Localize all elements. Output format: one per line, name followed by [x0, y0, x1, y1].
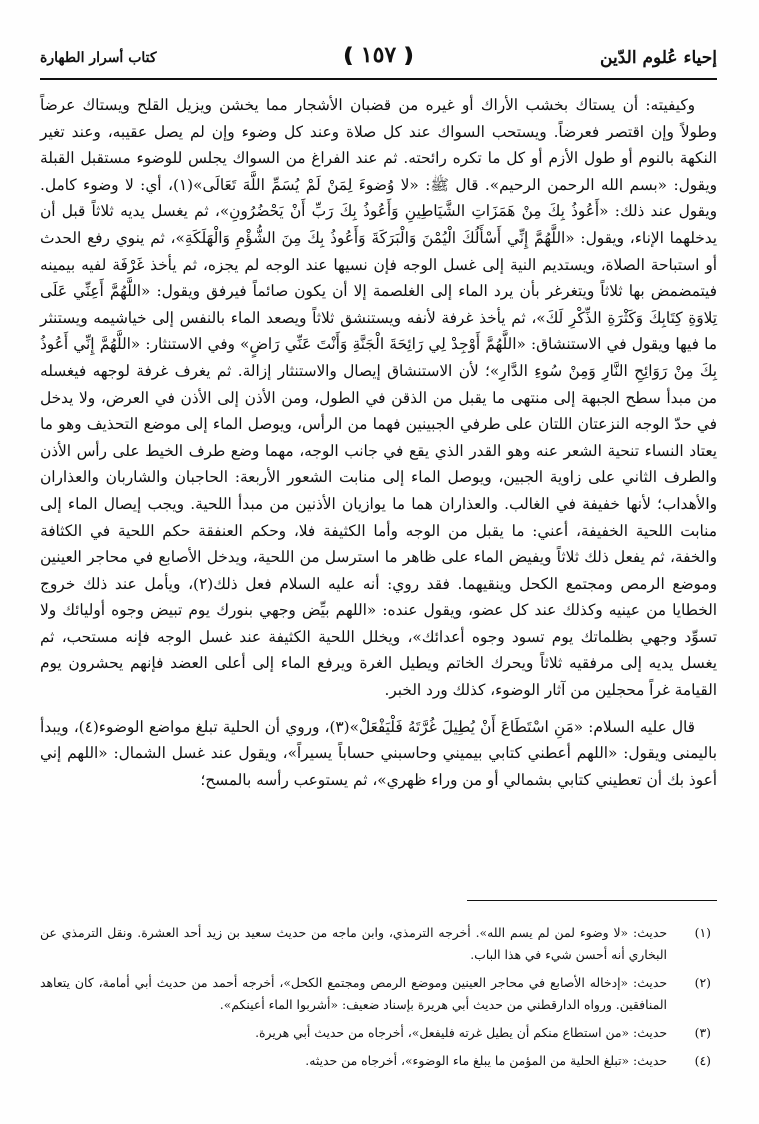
footnote-divider — [467, 900, 717, 901]
running-header — [40, 38, 717, 80]
footnote-text: حديث: «تبلغ الحلية من المؤمن ما يبلغ ماء الوضوء»، أخرجاه من حديثه. — [305, 1053, 667, 1068]
paragraph-2: قال عليه السلام: «مَنِ اسْتَطَاعَ أَنْ يُطِيلَ غُرَّتَهُ فَلْيَفْعَلْ»(٣)، وروي أن الحلية تبلغ مواضع الوضوء(٤)، ويبدأ باليمنى ويقول: «اللهم أعطني كتابي بيميني وحاسبني حساباً يسيراً»، ويقول عند غسل الشمال: «اللهم إني أعوذ بك أن تعطيني كتابي بشمالي أو من وراء ظهري»، ثم يستوعب رأسه بالمسح؛ — [40, 717, 717, 789]
footnote-text: حديث: «إدخاله الأصابع في محاجر العينين وموضع الرمص ومجتمع الكحل»، أخرجه أحمد من حديث أبي أمامة، كان يتعاهد المنافقين. ورواه الدارقطني من حديث أبي هريرة بإسناد ضعيف: «أشربوا الماء أعينكم». — [40, 975, 667, 1012]
footnote-item — [40, 972, 717, 1016]
footnote-number: (٢) — [694, 975, 711, 990]
footnote-number: (٣) — [694, 1025, 711, 1040]
footnote-item — [40, 922, 717, 966]
footnote-item — [40, 1022, 717, 1044]
paragraph-1: وكيفيته: أن يستاك بخشب الأراك أو غيره من قضبان الأشجار مما يخشن ويزيل القلح ويستاك عرضاً وطولاً وإن اقتصر فعرضاً. ويستحب السواك عند كل صلاة وعند كل وضوء وإن لم يصل عقيبه، وعند تغير النكهة بالنوم أو طول الأزم أو كل ما تكره رائحته. ثم عند الفراغ من السواك يجلس للوضوء مستقبل القبلة ويقول: «بسم الله الرحمن الرحيم». قال ﷺ: «لا وُضوءَ لِمَنْ لَمْ يُسَمِّ اللَّهَ تَعَالَى»(١)، أي: لا وضوء كامل. ويقول عند ذلك: «أَعُوذُ بِكَ مِنْ هَمَزَاتِ الشَّيَاطِينِ وَأَعُوذُ بِكَ رَبِّ أَنْ يَحْضُرُونِ»، ثم يغسل يديه ثلاثاً قبل أن يدخلهما الإناء، ويقول: «اللَّهُمَّ إِنِّي أَسْأَلُكَ الْيُمْنَ وَالْبَرَكَةَ وَأَعُوذُ بِكَ مِنَ الشُّؤْمِ وَالْهَلَكَةِ»، ثم ينوي رفع الحدث أو استباحة الصلاة، ويستديم النية إلى غسل الوجه فإن نسيها عند الوجه لم يجزه، ثم يأخذ غَرْفَة لفيه بيمينه فيتمضمض بها ثلاثاً ويتغرغر بأن يرد الماء إلى الغلصمة إلا أن يكون صائماً فيرفق ويقول: «اللَّهُمَّ أَعِنِّي عَلَى تِلاوَةِ كِتَابِكَ وَكَثْرَةِ الذِّكْرِ لَكَ»، ثم يأخذ غرفة لأنفه ويستنشق ثلاثاً ويصعد الماء بالنفس إلى خياشيمه ويستنثر ما فيها ويقول في الاستنشاق: «اللَّهُمَّ أَوْجِدْ لِي رَائِحَةَ الْجَنَّةِ وَأَنْتَ عَنِّي رَاضٍ» وفي الاستنثار: «اللَّهُمَّ إِنِّي أَعُوذُ بِكَ مِنْ رَوَائِحِ النَّارِ وَمِنْ سُوءِ الدَّارِ»؛ لأن الاستنشاق إيصال والاستنثار إزالة. ثم يغرف غرفة لوجهه فيغسله من مبدأ سطح الجبهة إلى منتهى ما يقبل من الذقن في الطول، ومن الأذن إلى الأذن في العرض، ولا يدخل في حدّ الوجه النزعتان اللتان على طرفي الجبينين فهما من الرأس، ويوصل الماء إلى موضع التحذيف وهو ما يعتاد النساء تنحية الشعر عنه وهو القدر الذي يقع في جانب الوجه، مهما وضع طرف الخيط على رأس الأذن والطرف الثاني على زاوية الجبين، ويوصل الماء إلى منابت الشعور الأربعة: الحاجبان والشاربان والعذاران والأهداب؛ لأنها خفيفة في الغالب. والعذاران هما ما يوازيان الأذنين من مبدأ اللحية. ويجب إيصال الماء إلى منابت اللحية الخفيفة، أعني: ما يقبل من الوجه وأما الكثيفة فلا، وحكم العنفقة حكم اللحية في الكثافة والخفة، ثم يفعل ذلك ثلاثاً ويفيض الماء على ظاهر ما استرسل من اللحية، ويدخل الأصابع في محاجر العينين وموضع الرمص ومجتمع الكحل وينقيهما. فقد روي: أنه عليه السلام فعل ذلك(٢)، ويأمل عند ذلك خروج الخطايا من عينيه وكذلك عند كل عضو، ويقول عنده: «اللهم بيِّض وجهي بنورك يوم تبيض وجوه أوليائك ولا تسوِّد وجهي بظلماتك يوم تسود وجوه أعدائك»، ويخلل اللحية الكثيفة عند غسل الوجه فإنه مستحب، ثم يغسل يديه إلى مرفقيه ثلاثاً ويحرك الخاتم ويطيل الغرة ويرفع الماء إلى أعلى العضد فإنهم يحشرون يوم القيامة غراً محجلين من آثار الوضوء، كذلك ورد الخبر. — [40, 96, 718, 700]
footnote-text: حديث: «من استطاع منكم أن يطيل غرته فليفعل»، أخرجاه من حديث أبي هريرة. — [255, 1025, 667, 1040]
footnote-text: حديث: «لا وضوء لمن لم يسم الله». أخرجه الترمذي، وابن ماجه من حديث سعيد بن زيد أحد العشرة. ونقل الترمذي عن البخاري أنه أحسن شيء في هذا الباب. — [40, 925, 667, 962]
footnote-item — [40, 1050, 717, 1072]
chapter-title: كتاب أسرار الطهارة — [40, 50, 157, 66]
book-title: إحياء عُلوم الدّين — [600, 48, 717, 68]
footnote-number: (٤) — [694, 1053, 711, 1068]
page-number: ❪ ١٥٧ ❫ — [336, 42, 421, 68]
footnotes — [40, 922, 717, 1078]
footnote-number: (١) — [694, 925, 711, 940]
main-text — [40, 92, 717, 793]
